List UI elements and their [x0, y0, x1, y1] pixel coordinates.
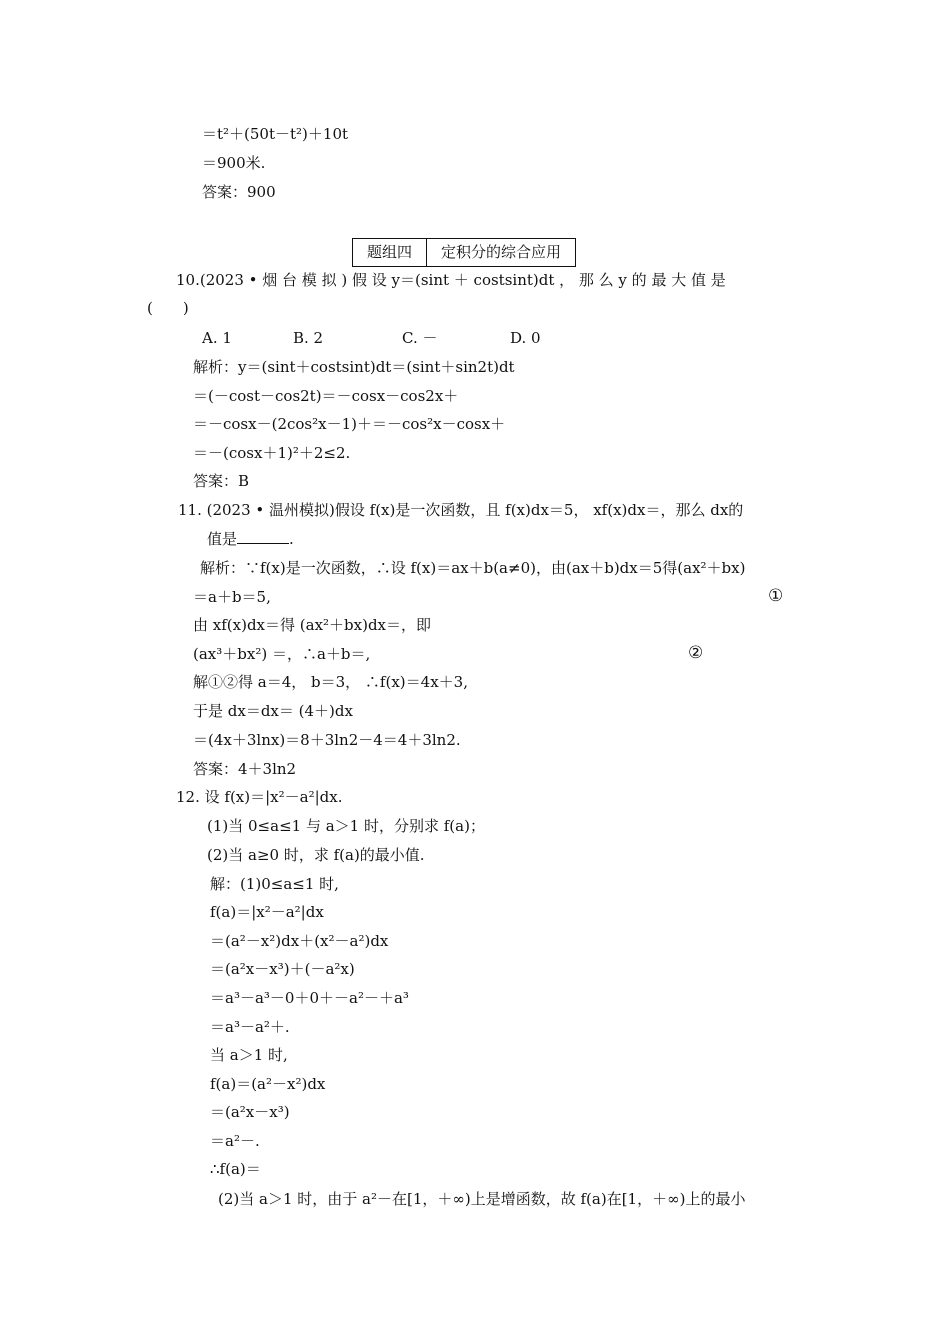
solution-line: f(a)＝|x²－a²|dx [210, 903, 324, 921]
q11-stem-post: . [289, 530, 294, 548]
solution-line: 解析：y＝(sint＋costsint)dt＝(sint＋sin2t)dt [193, 358, 515, 376]
answer-line: 答案：900 [202, 183, 276, 201]
solution-line: ＝a³－a³－0＋0＋－a²－＋a³ [210, 989, 409, 1007]
q12-part-1: (1)当 0≤a≤1 与 a＞1 时，分别求 f(a)； [207, 817, 485, 835]
q11-stem-pre: 值是 [207, 530, 238, 548]
solution-line: ＝(－cost－cos2t)＝－cosx－cos2x＋ [193, 387, 459, 405]
solution-line: ＝a²－. [210, 1132, 260, 1150]
solution-line: 于是 dx＝dx＝ (4＋)dx [193, 702, 353, 720]
q11-stem: 11. (2023 • 温州模拟)假设 f(x)是一次函数，且 f(x)dx＝5， xf(x)dx＝，那么 dx的 [178, 501, 744, 519]
solution-line: ＝－cosx－(2cos²x－1)＋＝－cos²x－cosx＋ [193, 415, 506, 433]
solution-line: 解：(1)0≤a≤1 时, [210, 875, 339, 893]
solution-line: (ax³＋bx²) ＝，∴a＋b＝, [193, 645, 371, 663]
equation-marker-1: ① [768, 586, 784, 606]
solution-line: ＝a³－a²＋. [210, 1018, 290, 1036]
solution-line: ＝(a²x－x³) [210, 1103, 290, 1121]
section-header-left: 题组四 [367, 243, 413, 261]
solution-line: ＝(a²x－x³)＋(－a²x) [210, 960, 355, 978]
solution-line: 解析：∵f(x)是一次函数，∴设 f(x)＝ax＋b(a≠0)，由(ax＋b)dx＝5得(ax²＋bx) [200, 559, 746, 577]
q10-option-c: C. － [402, 329, 438, 347]
answer-line: 答案：B [193, 472, 250, 490]
text-line: ＝900米. [202, 154, 266, 172]
q11-stem-blank-line [207, 529, 294, 549]
answer-blank [237, 529, 289, 544]
solution-line: ＝－(cosx＋1)²＋2≤2. [193, 444, 351, 462]
q10-stem: 10.(2023 • 烟 台 模 拟 ) 假 设 y＝(sint ＋ costsint)dt ， 那 么 y 的 最 大 值 是 [176, 271, 726, 289]
q12-part-2: (2)当 a≥0 时，求 f(a)的最小值. [207, 846, 425, 864]
solution-line: (2)当 a＞1 时，由于 a²－在[1，＋∞)上是增函数，故 f(a)在[1，＋∞)上的最小 [218, 1190, 746, 1208]
section-header [352, 238, 576, 267]
q10-option-d: D. 0 [510, 329, 541, 347]
solution-line: ＝(a²－x²)dx＋(x²－a²)dx [210, 932, 389, 950]
solution-line: ∴f(a)＝ [210, 1160, 261, 1178]
answer-line: 答案：4＋3ln2 [193, 760, 297, 778]
solution-line: ＝(4x＋3lnx)＝8＋3ln2－4＝4＋3ln2. [193, 731, 461, 749]
solution-line: 解①②得 a＝4， b＝3， ∴f(x)＝4x＋3, [193, 673, 468, 691]
solution-line: 由 xf(x)dx＝得 (ax²＋bx)dx＝，即 [193, 616, 432, 634]
solution-line: 当 a＞1 时, [210, 1046, 288, 1064]
q12-stem: 12. 设 f(x)＝|x²－a²|dx. [176, 788, 343, 806]
q10-stem-paren: ( ) [147, 299, 189, 317]
q10-option-a: A. 1 [202, 329, 232, 347]
q10-option-b: B. 2 [293, 329, 324, 347]
section-header-right: 定积分的综合应用 [426, 239, 575, 266]
text-line: ＝t²＋(50t－t²)＋10t [202, 125, 349, 143]
solution-line: f(a)＝(a²－x²)dx [210, 1075, 326, 1093]
equation-marker-2: ② [688, 643, 704, 663]
solution-line: ＝a＋b＝5, [193, 588, 271, 606]
